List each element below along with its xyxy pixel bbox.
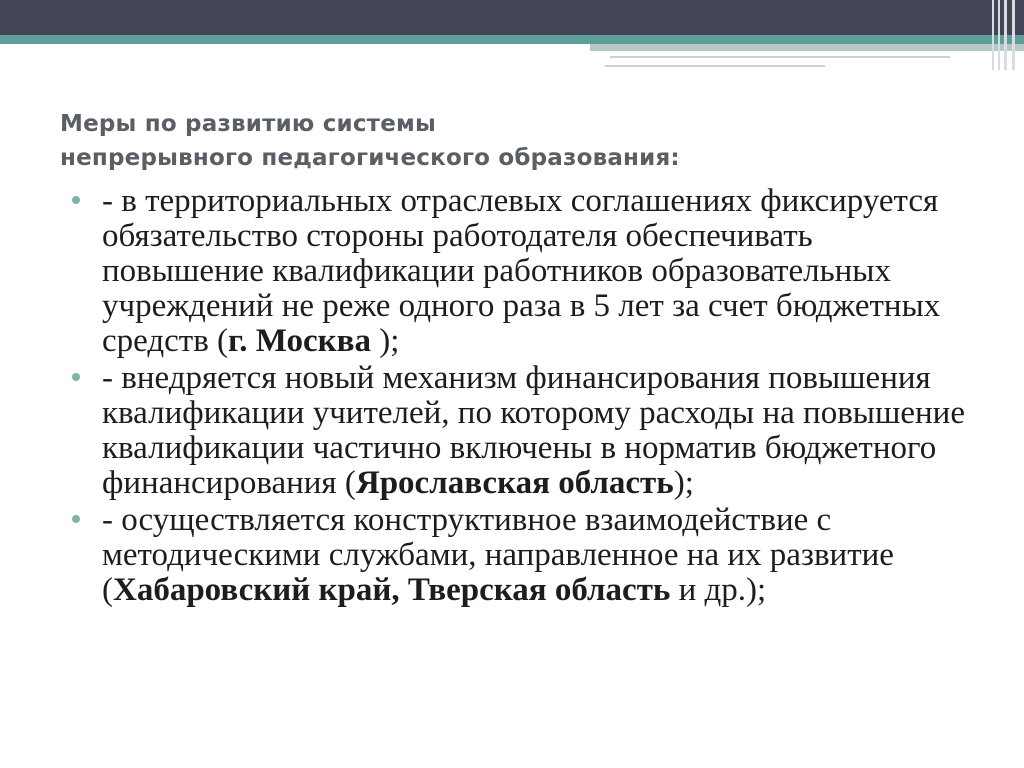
header-accent-band [0, 35, 1024, 44]
bullet-region: Хабаровский край, Тверская область [113, 572, 671, 608]
corner-decor-stripes [988, 0, 1024, 70]
header-bar [0, 0, 1024, 35]
bullet-marker-icon [72, 373, 80, 381]
bullet-region: Ярославская область [355, 465, 674, 501]
bullet-text: - в территориальных отраслевых соглашениях фиксируется обязательство стороны работодателя обеспечивать повышение квалификации работников образовательных учреждений не реже одного раза в 5 лет за счет бюджетных средств ( [102, 183, 941, 359]
slide-title [60, 107, 960, 175]
header-decor-band [590, 44, 1024, 51]
bullet-tail: и др.); [670, 572, 767, 608]
bullet-text: - внедряется новый механизм финансирования повышения квалификации учителей, по которому расходы на повышение квалификации частично включены в норматив бюджетного финансирования ( [102, 360, 965, 501]
bullet-marker-icon [72, 515, 80, 523]
bullet-item [72, 184, 972, 359]
header-decor-line [605, 65, 825, 67]
slide-title-line: непрерывного педагогического образования: [60, 145, 680, 171]
bullet-list [72, 184, 972, 610]
header-decor-line [610, 56, 950, 58]
bullet-marker-icon [72, 196, 80, 204]
bullet-item [72, 503, 972, 608]
slide-title-line: Меры по развитию системы [60, 111, 437, 137]
bullet-item [72, 361, 972, 501]
bullet-tail: ); [371, 323, 400, 359]
bullet-text: - осуществляется конструктивное взаимодействие с методическими службами, направленное на их развитие ( [102, 502, 894, 608]
bullet-region: г. Москва [228, 323, 372, 359]
bullet-tail: ); [673, 465, 694, 501]
